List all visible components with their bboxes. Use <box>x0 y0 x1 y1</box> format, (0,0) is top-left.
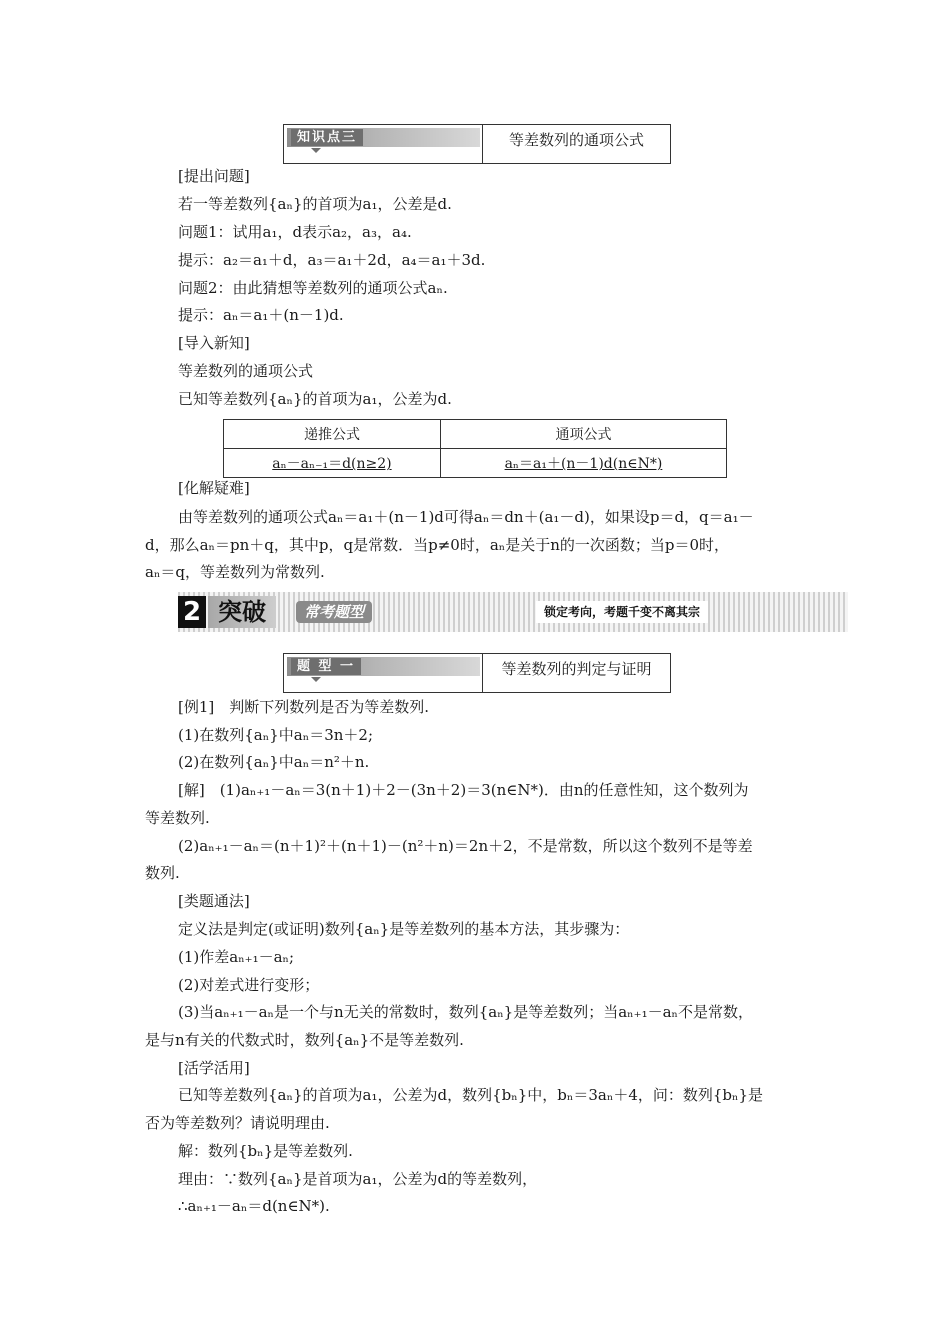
section-header-question-type <box>283 653 671 693</box>
table-cell-general <box>440 449 726 478</box>
text-line: [解] (1)aₙ₊₁－aₙ＝3(n＋1)＋2－(3n＋2)＝3(n∈N*)．由n的任意性知，这个数列为 <box>178 781 749 799</box>
text-line: d，那么aₙ＝pn＋q，其中p，q是常数．当p≠0时，aₙ是关于n的一次函数；当p＝0时， <box>145 536 730 554</box>
text-line: [导入新知] <box>178 334 250 352</box>
section-banner <box>178 592 848 632</box>
text-line: 理由：∵数列{aₙ}是首项为a₁，公差为d的等差数列， <box>178 1170 538 1188</box>
text-line: [例1] 判断下列数列是否为等差数列. <box>178 698 430 716</box>
recursive-formula: aₙ－aₙ₋₁＝d(n≥2) <box>272 456 392 472</box>
text-line: [提出问题] <box>178 167 250 185</box>
text-line: 提示：aₙ＝a₁＋(n－1)d. <box>178 306 344 324</box>
general-formula: aₙ＝a₁＋(n－1)d(n∈N*) <box>504 456 663 472</box>
text-line: [化解疑难] <box>178 479 250 497</box>
text-line: 等差数列. <box>145 809 210 827</box>
tag-notch-icon <box>311 677 321 682</box>
text-line: [类题通法] <box>178 892 250 910</box>
text-line: 等差数列的通项公式 <box>178 362 314 380</box>
table-header-row <box>224 420 727 449</box>
text-line: 否为等差数列？请说明理由. <box>145 1114 330 1132</box>
banner-title: 突破 <box>208 596 276 628</box>
formula-table <box>223 419 727 478</box>
section-tag-background <box>287 128 480 147</box>
section-title: 等差数列的通项公式 <box>482 125 670 163</box>
text-line: 若一等差数列{aₙ}的首项为a₁，公差是d. <box>178 195 452 213</box>
banner-number: 2 <box>178 596 206 628</box>
text-line: 问题2：由此猜想等差数列的通项公式aₙ. <box>178 279 448 297</box>
table-row <box>224 449 727 478</box>
text-line: [活学活用] <box>178 1059 250 1077</box>
text-line: ∴aₙ₊₁－aₙ＝d(n∈N*). <box>178 1197 330 1215</box>
text-line: (1)在数列{aₙ}中aₙ＝3n＋2; <box>178 726 374 744</box>
banner-slogan: 锁定考向，考题千变不离其宗 <box>536 601 708 623</box>
banner-subtitle: 常考题型 <box>296 601 372 623</box>
tag-notch-icon <box>311 148 321 153</box>
section-header-knowledge-point <box>283 124 671 164</box>
text-line: 由等差数列的通项公式aₙ＝a₁＋(n－1)d可得aₙ＝dn＋(a₁－d)，如果设p＝d，q＝a₁－ <box>178 508 754 526</box>
text-line: aₙ＝q，等差数列为常数列. <box>145 563 325 581</box>
table-header-general: 通项公式 <box>440 420 726 449</box>
section-tag-label: 题 型 一 <box>291 658 361 675</box>
text-line: (2)对差式进行变形； <box>178 976 320 994</box>
section-tag-label: 知识点三 <box>291 129 363 146</box>
table-header-recursive: 递推公式 <box>224 420 441 449</box>
text-line: (3)当aₙ₊₁－aₙ是一个与n无关的常数时，数列{aₙ}是等差数列；当aₙ₊₁－aₙ不是常数， <box>178 1003 754 1021</box>
text-line: 定义法是判定(或证明)数列{aₙ}是等差数列的基本方法，其步骤为： <box>178 920 630 938</box>
text-line: (1)作差aₙ₊₁－aₙ; <box>178 948 295 966</box>
text-line: 数列. <box>145 864 180 882</box>
text-line: (2)aₙ₊₁－aₙ＝(n＋1)²＋(n＋1)－(n²＋n)＝2n＋2，不是常数，所以这个数列不是等差 <box>178 837 753 855</box>
text-line: 已知等差数列{aₙ}的首项为a₁，公差为d，数列{bₙ}中，bₙ＝3aₙ＋4，问：数列{bₙ}是 <box>178 1086 764 1104</box>
section-title: 等差数列的判定与证明 <box>482 654 670 692</box>
text-line: (2)在数列{aₙ}中aₙ＝n²＋n. <box>178 753 370 771</box>
section-tag-background <box>287 657 480 676</box>
text-line: 已知等差数列{aₙ}的首项为a₁，公差为d. <box>178 390 452 408</box>
text-line: 解：数列{bₙ}是等差数列. <box>178 1142 353 1160</box>
table-cell-recursive <box>224 449 441 478</box>
text-line: 是与n有关的代数式时，数列{aₙ}不是等差数列. <box>145 1031 464 1049</box>
text-line: 提示：a₂＝a₁＋d，a₃＝a₁＋2d，a₄＝a₁＋3d. <box>178 251 486 269</box>
text-line: 问题1：试用a₁，d表示a₂，a₃，a₄. <box>178 223 412 241</box>
